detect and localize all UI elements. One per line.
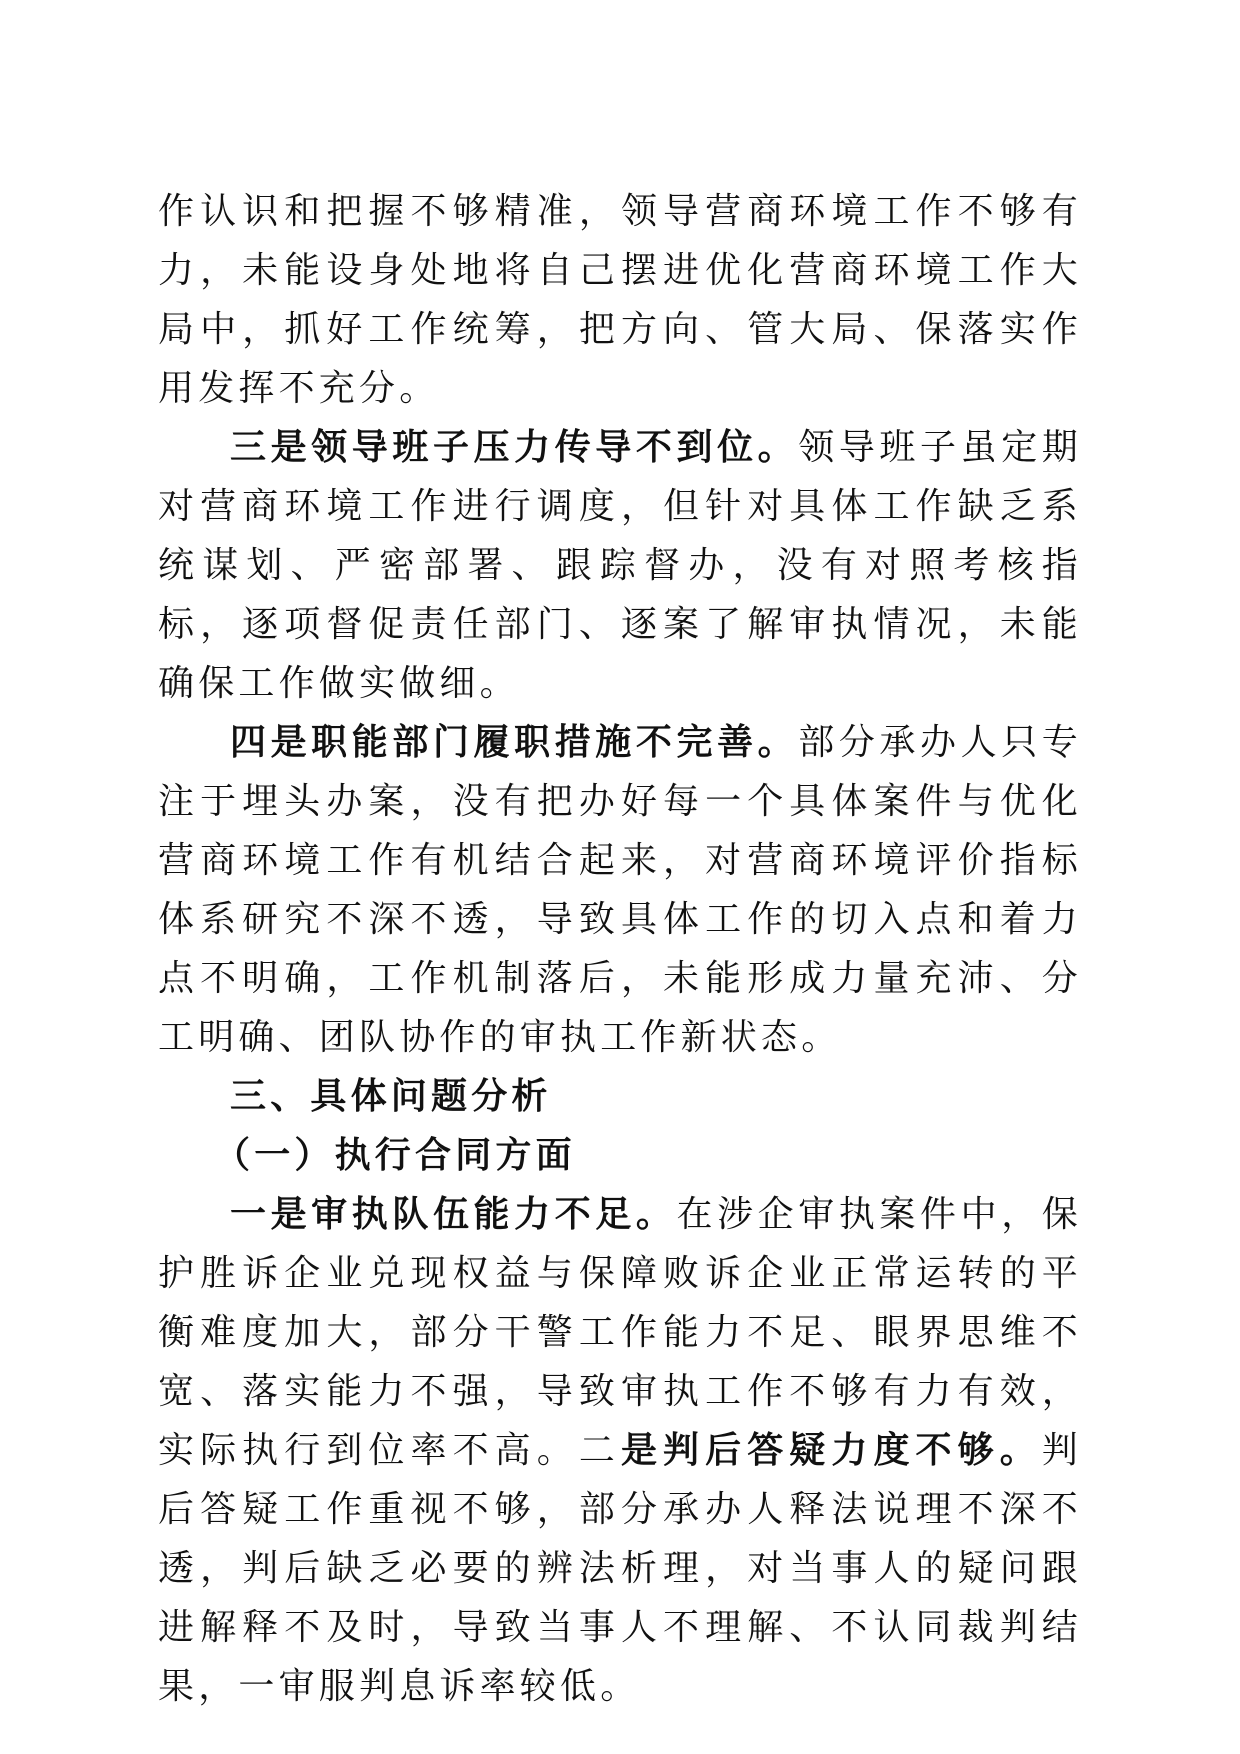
document-page: [158, 182, 1082, 1716]
paragraph-text: 在涉企审执案件中，保护胜诉企业兑现权益与保障败诉企业正常运转的平衡难度加大，部分干警工作能力不足、眼界思维不宽、落实能力不强，导致审执工作不够有力有效，实际执行到位率不高。二: [158, 1194, 1082, 1471]
paragraph-continued: [158, 182, 1082, 418]
paragraph-text-second: 判后答疑工作重视不够，部分承办人释法说理不深不透，判后缺乏必要的辨法析理，对当事人的疑问跟进解释不及时，导致当事人不理解、不认同裁判结果，一审服判息诉率较低。: [158, 1430, 1082, 1707]
paragraph-lead: 三是领导班子压力传导不到位。: [230, 426, 799, 468]
paragraph-lead-second: 是判后答疑力度不够。: [620, 1429, 1042, 1471]
paragraph-contract-execution: [158, 1185, 1082, 1716]
paragraph-department-measures: [158, 713, 1082, 1067]
paragraph-lead: 四是职能部门履职措施不完善。: [230, 721, 799, 763]
paragraph-text: 领导班子虽定期对营商环境工作进行调度，但针对具体工作缺乏系统谋划、严密部署、跟踪督办，没有对照考核指标，逐项督促责任部门、逐案了解审执情况，未能确保工作做实做细。: [158, 427, 1082, 704]
paragraph-leadership-pressure: [158, 418, 1082, 713]
subsection-heading: （一）执行合同方面: [214, 1134, 576, 1176]
section-heading: 三、具体问题分析: [230, 1075, 552, 1117]
paragraph-lead: 一是审执队伍能力不足。: [230, 1193, 677, 1235]
paragraph-text: 作认识和把握不够精准，领导营商环境工作不够有力，未能设身处地将自己摆进优化营商环境工作大局中，抓好工作统筹，把方向、管大局、保落实作用发挥不充分。: [158, 191, 1082, 409]
paragraph-text: 部分承办人只专注于埋头办案，没有把办好每一个具体案件与优化营商环境工作有机结合起来，对营商环境评价指标体系研究不深不透，导致具体工作的切入点和着力点不明确，工作机制落后，未能形成力量充沛、分工明确、团队协作的审执工作新状态。: [158, 722, 1082, 1058]
